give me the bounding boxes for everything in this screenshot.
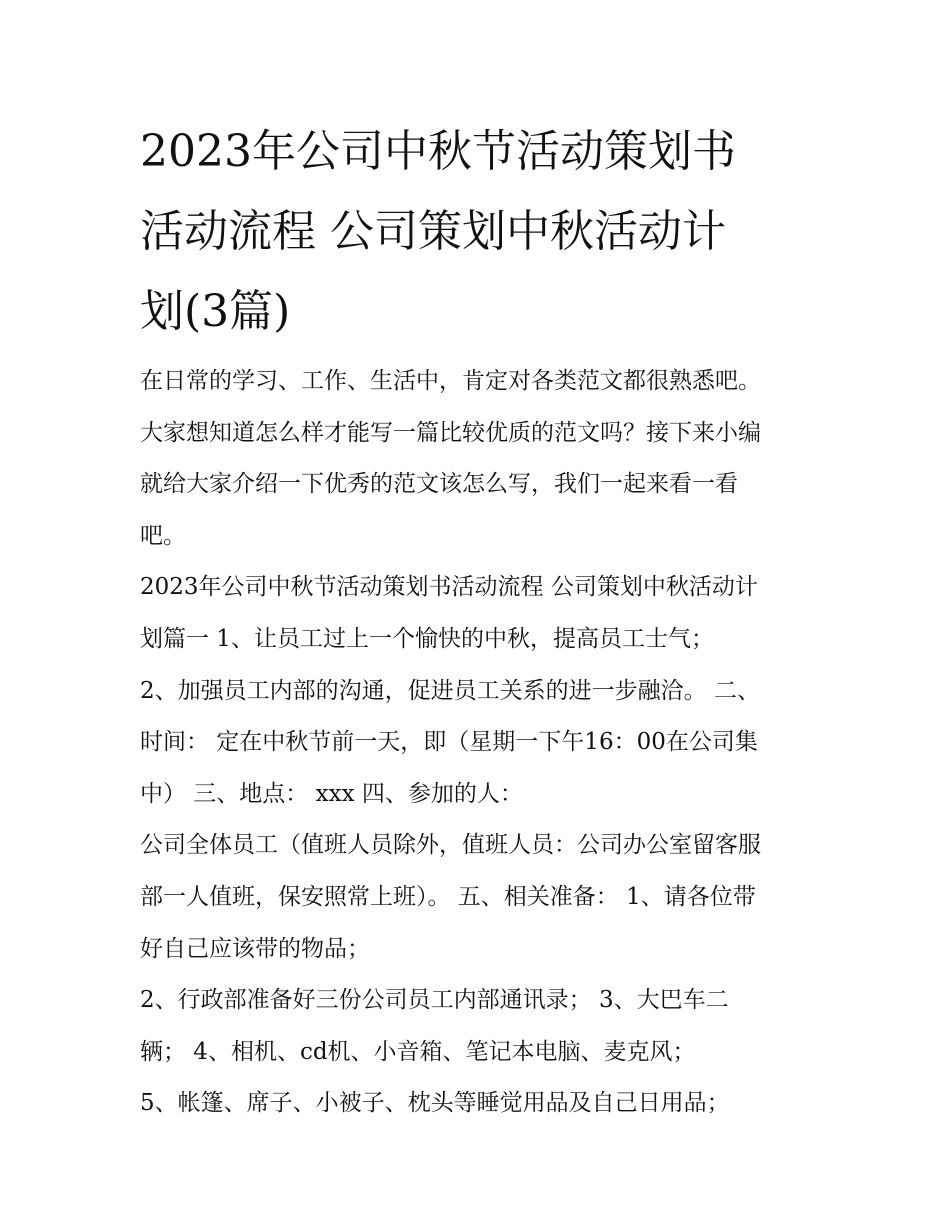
title-line-2: 活动流程 公司策划中秋活动计 [140, 206, 726, 257]
body-line: 划篇一 1、让员工过上一个愉快的中秋，提高员工士气； [140, 625, 714, 652]
body-line: 部一人值班，保安照常上班）。 五、相关准备： 1、请各位带 [140, 883, 756, 910]
body-line: 2、行政部准备好三份公司员工内部通讯录； 3、大巴车二 [140, 987, 729, 1014]
body-line: 大家想知道怎么样才能写一篇比较优质的范文吗？接下来小编 [140, 419, 761, 446]
body-line: 5、帐篷、席子、小被子、枕头等睡觉用品及自己日用品； [140, 1090, 730, 1117]
body-line: 好自己应该带的物品； [140, 935, 370, 962]
title-line-3: 划(3篇) [140, 286, 291, 337]
body-line: 就给大家介绍一下优秀的范文该怎么写，我们一起来看一看 [140, 471, 738, 498]
title-line-1: 2023年公司中秋节活动策划书 [140, 126, 736, 177]
body-line: 2023年公司中秋节活动策划书活动流程 公司策划中秋活动计 [140, 574, 758, 601]
body-line: 辆； 4、相机、cd机、小音箱、笔记本电脑、麦克风； [140, 1038, 696, 1065]
body-line: 时间： 定在中秋节前一天，即（星期一下午16：00在公司集 [140, 729, 758, 756]
body-line: 中） 三、地点： xxx 四、参加的人： [140, 780, 523, 807]
document-body [140, 356, 830, 1130]
body-line: 2、加强员工内部的沟通，促进员工关系的进一步融洽。 二、 [140, 677, 760, 704]
document-title [140, 112, 820, 352]
body-line: 公司全体员工（值班人员除外，值班人员：公司办公室留客服 [140, 832, 761, 859]
body-line: 在日常的学习、工作、生活中，肯定对各类范文都很熟悉吧。 [140, 368, 761, 394]
body-line: 吧。 [140, 522, 186, 549]
